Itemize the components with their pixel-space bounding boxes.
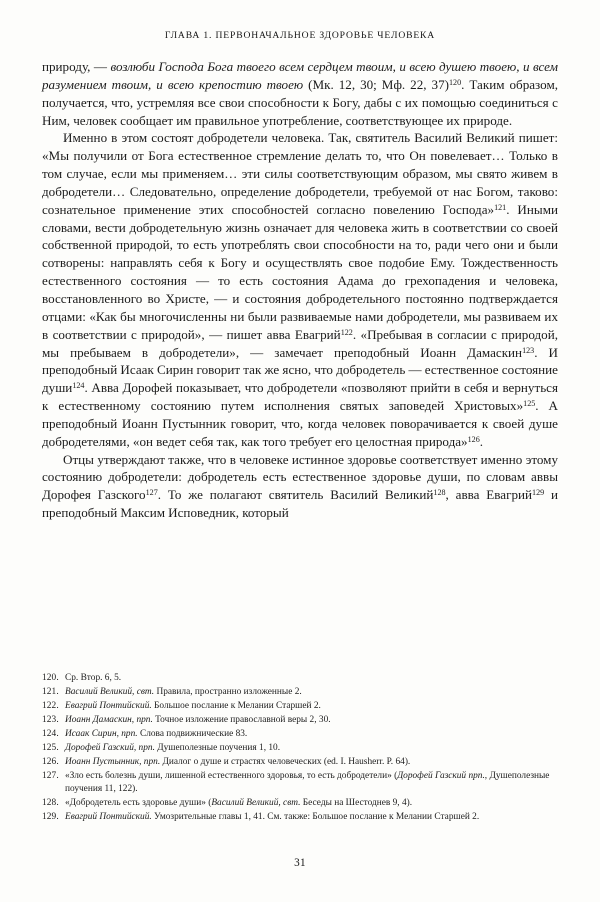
text-run: . [479, 433, 484, 449]
text-run: (Мк. 12, 30; Мф. 22, 37) [303, 76, 449, 92]
text-run: и преподобный Максим Исповедник, который [42, 487, 558, 521]
footnote-text [65, 700, 558, 714]
italic-run: Дорофей Газский прп., [397, 770, 488, 781]
footnote-text [65, 811, 558, 825]
running-head-text: ГЛАВА 1. ПЕРВОНАЧАЛЬНОЕ ЗДОРОВЬЕ ЧЕЛОВЕКА [164, 30, 436, 41]
text-run: Большое послание к Мелании Старшей 2. [151, 700, 321, 711]
footnote-number: 122. [42, 700, 59, 711]
footnote-reference[interactable]: 127 [145, 488, 158, 498]
page-number [0, 857, 600, 869]
footnote-item [42, 728, 558, 742]
text-run: Правила, пространно изложенные 2. [154, 686, 302, 697]
footnote-reference[interactable]: 126 [467, 434, 480, 444]
footnotes-block [42, 672, 558, 825]
body-paragraph [42, 451, 558, 522]
text-run: природу, — [42, 59, 111, 74]
footnote-item [42, 797, 558, 811]
footnote-text [65, 756, 558, 770]
text-run: Диалог о душе и страстях человеческих (ed. I. Hausherr. P. 64). [160, 756, 411, 767]
footnote-text [65, 672, 558, 686]
footnote-item [42, 700, 558, 714]
footnote-item [42, 742, 558, 756]
text-run: . Таким образом, получается, что, устремляя все свои способности к Богу, дабы с их помощью соединиться с Ним, человек сообщает им правильное употребление, соответствующее их природе. [42, 76, 559, 128]
text-run: Ср. Втор. 6, 5. [65, 673, 122, 683]
footnote-reference[interactable]: 122 [340, 327, 353, 337]
text-run: Слова подвижнические 83. [137, 728, 248, 739]
footnote-number: 124. [42, 728, 59, 739]
text-run: Отцы утверждают также, что в человеке истинное здоровье соответствует именно этому состоянию добродетели: добродетель есть естественное здоровье души, по словам аввы Дорофея Газского [42, 451, 558, 503]
footnote-item [42, 756, 558, 770]
footnote-number: 125. [42, 742, 59, 753]
footnote-item [42, 672, 558, 686]
italic-run: Василий Великий, свт. [211, 798, 301, 809]
footnote-number: 121. [42, 686, 59, 697]
text-run: Душеполезные поучения 1, 10. [154, 742, 281, 753]
body-paragraph [42, 129, 558, 450]
text-run: . Авва Дорофей показывает, что добродетели «позволяют прийти в себя и вернуться к естественному состоянию путем исполнения святых заповедей Христовых» [42, 380, 558, 414]
text-run: , авва Евагрий [445, 487, 533, 503]
footnote-reference[interactable]: 125 [523, 398, 536, 408]
body-paragraph [42, 58, 558, 129]
text-run: . И преподобный Исаак Сирин говорит так же ясно, что добродетель — естественное состояние души [42, 344, 558, 396]
text-run: «Добродетель есть здоровье души» ( [65, 798, 212, 809]
footnote-number: 120. [42, 673, 59, 683]
text-run: «Зло есть болезнь души, лишенной естественного здоровья, то есть добродетели» ( [65, 770, 398, 781]
footnote-text [65, 714, 558, 728]
italic-run: Иоанн Дамаскин, прп. [65, 714, 153, 725]
italic-run: Евагрий Понтийский. [65, 700, 152, 711]
italic-run: Василий Великий, свт. [65, 686, 155, 697]
running-head [42, 30, 558, 41]
footnote-text [65, 728, 558, 742]
italic-run: Иоанн Пустынник, прп. [65, 756, 161, 767]
text-run: Точное изложение православной веры 2, 30. [152, 714, 331, 725]
footnote-reference[interactable]: 129 [532, 488, 545, 498]
folio-number: 31 [294, 857, 306, 869]
footnote-number: 128. [42, 798, 59, 809]
text-run: . Иными словами, вести добродетельную жизнь означает для человека жить в соответствии со своей собственной природой, то есть употреблять свои способности на то, ради чего они и были сотворены: направлять себя к Богу и осуществлять свое подобие Ему. Тождественность естественного состояния — то есть состояния Адама до грехопадения и человека, восстановленного во Христе, — и состояния добродетельного постоянно подтверждается отцами: «Как бы многочисленны ни были развиваемые нами добродетели, мы развиваем их в соответствии с природой», — пишет авва Евагрий [42, 201, 558, 342]
text-run: Умозрительные главы 1, 41. См. также: Большое послание к Мелании Старшей 2. [151, 811, 480, 822]
italic-run: возлюби Господа Бога твоего всем сердцем твоим, и всею душею твоею, и всем разумением твоим, и всею крепостию твоею [42, 59, 559, 92]
italic-run: Дорофей Газский, прп. [65, 742, 155, 753]
footnote-reference[interactable]: 120 [448, 77, 462, 87]
italic-run: Исаак Сирин, прп. [65, 728, 138, 739]
text-run: Беседы на Шестоднев 9, 4). [300, 798, 413, 809]
footnote-item [42, 686, 558, 700]
footnote-number: 123. [42, 714, 59, 725]
footnote-text [65, 742, 558, 756]
footnote-text [65, 797, 558, 811]
footnote-reference[interactable]: 123 [522, 345, 535, 355]
footnote-item [42, 811, 558, 825]
italic-run: Евагрий Понтийский. [65, 811, 152, 822]
text-run: . А преподобный Иоанн Пустынник говорит, что, когда человек поворачивается к своей душе добродетелями, «он ведет себя так, как того требует его целостная природа» [42, 398, 558, 449]
footnote-number: 129. [42, 811, 59, 822]
footnote-text [65, 770, 558, 797]
footnote-reference[interactable]: 121 [494, 202, 507, 212]
footnote-item [42, 770, 558, 797]
footnote-item [42, 714, 558, 728]
text-run: . То же полагают святитель Василий Великий [157, 487, 434, 503]
footnote-reference[interactable]: 128 [433, 488, 446, 498]
body-text-block [42, 58, 558, 522]
text-run: Именно в этом состоят добродетели человека. Так, святитель Василий Великий пишет: «Мы получили от Бога естественное стремление делать то, что Он повелевает… Только в том случае, если мы применяем… эти силы соответствующим образом, мы свято живем в добродетели… Следовательно, определение добродетели, требуемой от нас Богом, таково: сознательное применение этих способностей согласно повелению Господа» [42, 130, 558, 217]
text-run: Душеполезные поучения 11, 122). [65, 770, 550, 795]
footnote-number: 127. [42, 770, 59, 781]
footnote-reference[interactable]: 124 [72, 380, 85, 390]
text-run: . «Пребывая в согласии с природой, мы пребываем в добродетели», — замечает преподобный Иоанн Дамаскин [42, 326, 558, 360]
footnote-text [65, 686, 558, 700]
footnote-number: 126. [42, 756, 59, 767]
